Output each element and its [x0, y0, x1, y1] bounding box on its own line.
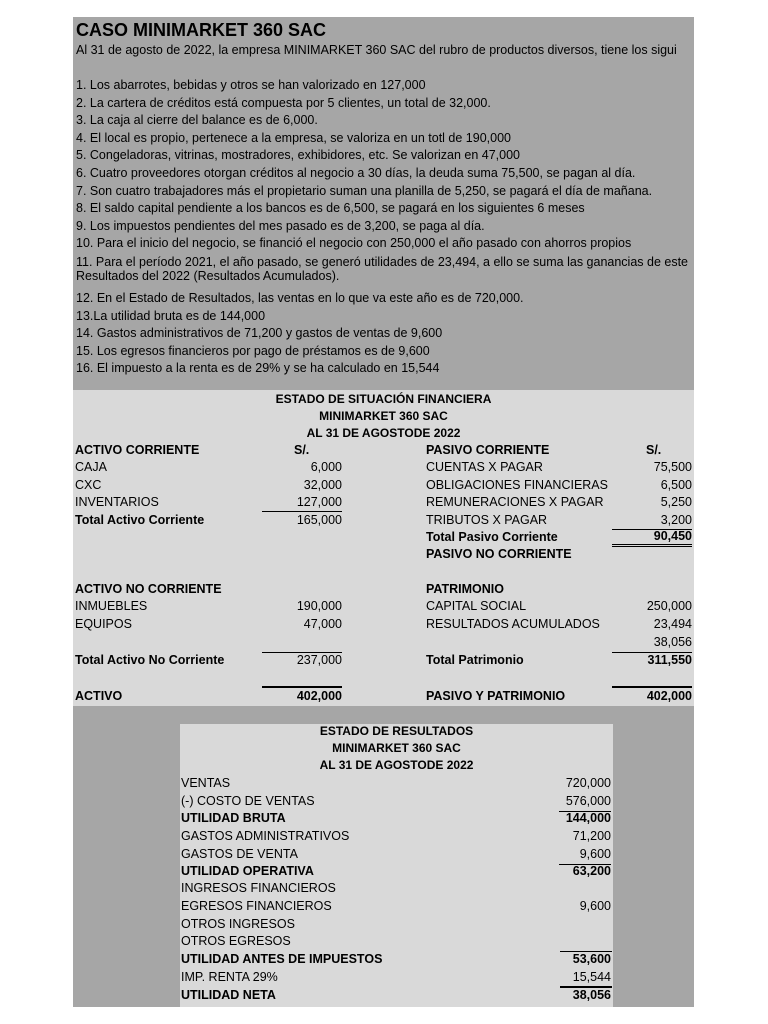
- case-item: 15. Los egresos financieros por pago de préstamos es de 9,600: [76, 343, 430, 358]
- income-title: ESTADO DE RESULTADOS: [319, 724, 474, 738]
- case-item: 10. Para el inicio del negocio, se financió el negocio con 250,000 el año pasado con ahorros propios: [76, 236, 632, 251]
- equipos-value: 47,000: [303, 617, 342, 631]
- remuneraciones-value: 5,250: [660, 495, 692, 509]
- income-label: VENTAS: [181, 776, 231, 790]
- case-item: 13.La utilidad bruta es de 144,000: [76, 308, 266, 323]
- balance-date: AL 31 DE AGOSTODE 2022: [306, 426, 461, 440]
- pasivo-corriente-header: PASIVO CORRIENTE: [426, 443, 550, 457]
- cxc-label: CXC: [75, 477, 102, 492]
- case-item: 9. Los impuestos pendientes del mes pasado es de 3,200, se paga al día.: [76, 218, 485, 233]
- income-value: 576,000: [559, 793, 611, 812]
- income-label: INGRESOS FINANCIEROS: [181, 881, 336, 895]
- income-row: [181, 987, 612, 1005]
- case-title: CASO MINIMARKET 360 SAC: [76, 20, 327, 40]
- income-row: [181, 775, 612, 793]
- income-statement: [180, 724, 613, 1007]
- income-row: [181, 846, 612, 864]
- pasivo-patrimonio-label: PASIVO Y PATRIMONIO: [426, 689, 566, 703]
- inmuebles-value: 190,000: [296, 599, 342, 613]
- total-anc-value: 237,000: [296, 653, 342, 667]
- currency-left: S/.: [294, 443, 310, 457]
- case-item: 5. Congeladoras, vitrinas, mostradores, exhibidores, etc. Se valorizan en 47,000: [76, 148, 520, 163]
- activo-total-label: ACTIVO: [75, 689, 123, 703]
- income-row: [181, 969, 612, 987]
- case-item: 16. El impuesto a la renta es de 29% y se ha calculado en 15,544: [76, 361, 440, 376]
- income-label: UTILIDAD OPERATIVA: [181, 864, 314, 878]
- case-item: 8. El saldo capital pendiente a los bancos es de 6,500, se pagará en los siguientes 6 meses: [76, 201, 585, 216]
- pasivo-patrimonio-value: 402,000: [646, 689, 692, 703]
- income-value: 71,200: [572, 829, 611, 843]
- obligaciones-label: OBLIGACIONES FINANCIERAS: [426, 477, 608, 492]
- income-label: IMP. RENTA 29%: [181, 970, 278, 984]
- income-value: 720,000: [565, 776, 611, 790]
- income-value: 53,600: [572, 952, 611, 966]
- total-patrimonio-label: Total Patrimonio: [426, 653, 524, 667]
- income-value: 15,544: [572, 970, 611, 984]
- total-anc-label: Total Activo No Corriente: [75, 653, 225, 667]
- activo-nc-header: ACTIVO NO CORRIENTE: [75, 582, 222, 596]
- income-value: 9,600: [559, 846, 611, 865]
- total-ac-value: 165,000: [296, 512, 342, 527]
- income-date: AL 31 DE AGOSTODE 2022: [319, 758, 474, 772]
- income-value: 63,200: [572, 864, 611, 878]
- pasivo-nc-header: PASIVO NO CORRIENTE: [426, 547, 572, 561]
- inventarios-value: 127,000: [262, 494, 342, 512]
- income-row: [181, 933, 612, 951]
- case-item: 7. Son cuatro trabajadores más el propietario suman una planilla de 5,250, se pagará el día de mañana.: [76, 183, 653, 198]
- activo-total-value: 402,000: [296, 689, 342, 703]
- tributos-value: 3,200: [612, 512, 692, 530]
- cuentas-pagar-value: 75,500: [653, 460, 692, 474]
- patrimonio-header: PATRIMONIO: [426, 582, 505, 596]
- balance-sheet: [73, 390, 694, 706]
- income-value: 9,600: [579, 899, 611, 913]
- case-item: 4. El local es propio, pertenece a la empresa, se valoriza en un totl de 190,000: [76, 130, 511, 145]
- case-item: 2. La cartera de créditos está compuesta por 5 clientes, un total de 32,000.: [76, 95, 491, 110]
- income-label: UTILIDAD NETA: [181, 988, 276, 1002]
- income-label: GASTOS ADMINISTRATIVOS: [181, 829, 350, 843]
- case-item: 1. Los abarrotes, bebidas y otros se han valorizado en 127,000: [76, 78, 426, 92]
- income-row: [181, 916, 612, 934]
- income-company: MINIMARKET 360 SAC: [332, 741, 461, 755]
- case-items-list: [76, 77, 694, 378]
- income-label: UTILIDAD BRUTA: [181, 811, 286, 825]
- inventarios-label: INVENTARIOS: [75, 495, 159, 509]
- inmuebles-label: INMUEBLES: [75, 599, 148, 613]
- resultado-ejercicio-value: 38,056: [653, 635, 692, 649]
- case-item: 3. La caja al cierre del balance es de 6,000.: [76, 113, 318, 128]
- resultados-acum-label: RESULTADOS ACUMULADOS: [426, 617, 600, 631]
- caja-value: 6,000: [310, 460, 342, 474]
- income-row: [181, 898, 612, 916]
- capital-value: 250,000: [646, 599, 692, 613]
- case-item: 12. En el Estado de Resultados, las ventas en lo que va este año es de 720,000.: [76, 290, 524, 305]
- income-row: [181, 810, 612, 828]
- cxc-value: 32,000: [303, 477, 342, 492]
- total-pc-label: Total Pasivo Corriente: [426, 530, 558, 544]
- equipos-label: EQUIPOS: [75, 617, 132, 631]
- income-label: (-) COSTO DE VENTAS: [181, 794, 315, 808]
- income-row: [181, 828, 612, 846]
- total-pc-value: 90,450: [612, 529, 692, 547]
- remuneraciones-label: REMUNERACIONES X PAGAR: [426, 495, 604, 509]
- income-row: [181, 951, 612, 969]
- cuentas-pagar-label: CUENTAS X PAGAR: [426, 460, 543, 474]
- case-item: 11. Para el período 2021, el año pasado, se generó utilidades de 23,494, a ello se suma las ganancias de este Resultados del 2022 (Resultados Acumulados).: [76, 254, 689, 283]
- case-item: 6. Cuatro proveedores otorgan créditos al negocio a 30 días, la deuda suma 75,500, se pagan al día.: [76, 165, 636, 180]
- income-label: GASTOS DE VENTA: [181, 847, 298, 861]
- balance-company: MINIMARKET 360 SAC: [319, 409, 448, 423]
- intro-text: Al 31 de agosto de 2022, la empresa MINIMARKET 360 SAC del rubro de productos diversos, tiene los sigui: [76, 43, 677, 57]
- income-label: OTROS INGRESOS: [181, 917, 295, 931]
- capital-label: CAPITAL SOCIAL: [426, 599, 527, 613]
- tributos-label: TRIBUTOS X PAGAR: [426, 512, 548, 527]
- income-row: [181, 793, 612, 811]
- income-row: [181, 880, 612, 898]
- income-label: EGRESOS FINANCIEROS: [181, 899, 332, 913]
- activo-corriente-header: ACTIVO CORRIENTE: [75, 443, 200, 457]
- obligaciones-value: 6,500: [660, 477, 692, 492]
- income-row: [181, 863, 612, 881]
- income-value: 38,056: [572, 988, 611, 1002]
- balance-title: ESTADO DE SITUACIÓN FINANCIERA: [275, 392, 492, 406]
- income-label: UTILIDAD ANTES DE IMPUESTOS: [181, 952, 383, 966]
- resultados-acum-value: 23,494: [653, 617, 692, 631]
- total-ac-label: Total Activo Corriente: [75, 512, 205, 527]
- caja-label: CAJA: [75, 460, 107, 474]
- income-value: 144,000: [565, 811, 611, 825]
- total-patrimonio-value: 311,550: [647, 653, 692, 667]
- income-label: OTROS EGRESOS: [181, 934, 291, 948]
- case-item: 14. Gastos administrativos de 71,200 y gastos de ventas de 9,600: [76, 326, 443, 341]
- currency-right: S/.: [646, 443, 662, 457]
